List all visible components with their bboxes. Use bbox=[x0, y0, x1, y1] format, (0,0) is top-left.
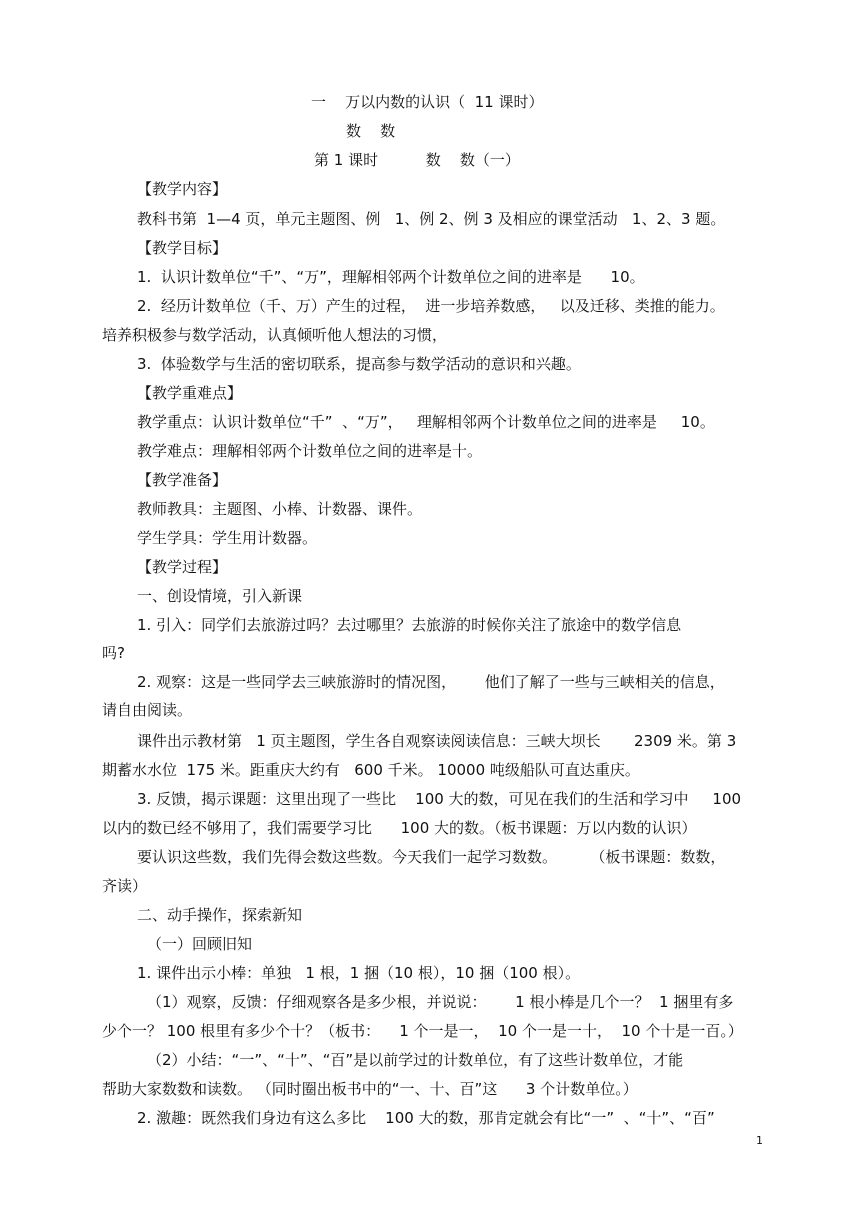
paragraph: 课件出示教材第 1 页主题图，学生各自观察读阅读信息：三峡大坝长 2309 米。第 3 bbox=[137, 732, 737, 750]
paragraph: 3. 体验数学与生活的密切联系，提高参与数学活动的意识和兴趣。 bbox=[137, 355, 581, 373]
subheading: 一、创设情境，引入新课 bbox=[137, 587, 303, 605]
paragraph: 1. 认识计数单位“千”、“万”，理解相邻两个计数单位之间的进率是 10。 bbox=[137, 268, 645, 286]
paragraph: 帮助大家数数和读数。 （同时圈出板书中的“一、十、百”这 3 个计数单位。） bbox=[102, 1080, 638, 1098]
paragraph: 教师教具：主题图、小棒、计数器、课件。 bbox=[137, 500, 423, 518]
heading-goals: 【教学目标】 bbox=[137, 239, 228, 257]
paragraph: 期蓄水水位 175 米。距重庆大约有 600 千米。 10000 吨级船队可直达重庆。 bbox=[102, 761, 640, 779]
paragraph: 少个一？ 100 根里有多少个十？（板书： 1 个一是一， 10 个一是一十， 10 个十是一百。） bbox=[102, 1022, 743, 1040]
paragraph: 教学重点：认识计数单位“千” 、“万”， 理解相邻两个计数单位之间的进率是 10。 bbox=[137, 413, 715, 431]
paragraph: 3. 反馈，揭示课题：这里出现了一些比 100 大的数，可见在我们的生活和学习中 100 bbox=[137, 790, 742, 808]
paragraph: 2. 经历计数单位（千、万）产生的过程， 进一步培养数感， 以及迁移、类推的能力。 bbox=[137, 297, 725, 315]
paragraph: 教学难点：理解相邻两个计数单位之间的进率是十。 bbox=[137, 442, 483, 460]
paragraph: 2. 激趣：既然我们身边有这么多比 100 大的数，那肯定就会有比“一” 、“十”、“百” bbox=[137, 1109, 715, 1127]
subheading: 二、动手操作，探索新知 bbox=[137, 906, 303, 924]
paragraph: 请自由阅读。 bbox=[102, 701, 193, 719]
paragraph: 要认识这些数，我们先得会数这些数。今天我们一起学习数数。 （板书课题：数数， bbox=[137, 848, 726, 866]
paragraph: 教科书第 1—4 页，单元主题图、例 1、例 2、例 3 及相应的课堂活动 1、2、3 题。 bbox=[137, 210, 726, 228]
paragraph: 培养积极参与数学活动，认真倾听他人想法的习惯， bbox=[102, 326, 448, 344]
heading-process: 【教学过程】 bbox=[137, 558, 228, 576]
lesson-title: 第 1 课时 数 数（一） bbox=[314, 151, 520, 169]
page-number: 1 bbox=[756, 1134, 763, 1147]
section-title: 数 数 bbox=[346, 122, 396, 140]
paragraph: 1. 课件出示小棒：单独 1 根，1 捆（10 根），10 捆（100 根）。 bbox=[137, 964, 581, 982]
heading-content: 【教学内容】 bbox=[137, 180, 228, 198]
paragraph: 以内的数已经不够用了，我们需要学习比 100 大的数。（板书课题：万以内数的认识） bbox=[102, 819, 697, 837]
chapter-title: 一 万以内数的认识（ 11 课时） bbox=[311, 93, 544, 111]
paragraph: 1. 引入：同学们去旅游过吗？去过哪里？去旅游的时候你关注了旅途中的数学信息 bbox=[137, 616, 682, 634]
heading-preparation: 【教学准备】 bbox=[137, 471, 228, 489]
subheading: （一）回顾旧知 bbox=[147, 935, 253, 953]
heading-key-points: 【教学重难点】 bbox=[137, 384, 243, 402]
paragraph: 学生学具：学生用计数器。 bbox=[137, 529, 318, 547]
paragraph: 齐读） bbox=[102, 877, 148, 895]
paragraph: 吗? bbox=[102, 644, 125, 662]
paragraph: （2）小结：“一”、“十”、“百”是以前学过的计数单位，有了这些计数单位，才能 bbox=[147, 1051, 684, 1069]
paragraph: 2. 观察：这是一些同学去三峡旅游时的情况图， 他们了解了一些与三峡相关的信息， bbox=[137, 673, 725, 691]
paragraph: （1）观察，反馈：仔细观察各是多少根，并说说： 1 根小棒是几个一？ 1 捆里有多 bbox=[147, 993, 734, 1011]
